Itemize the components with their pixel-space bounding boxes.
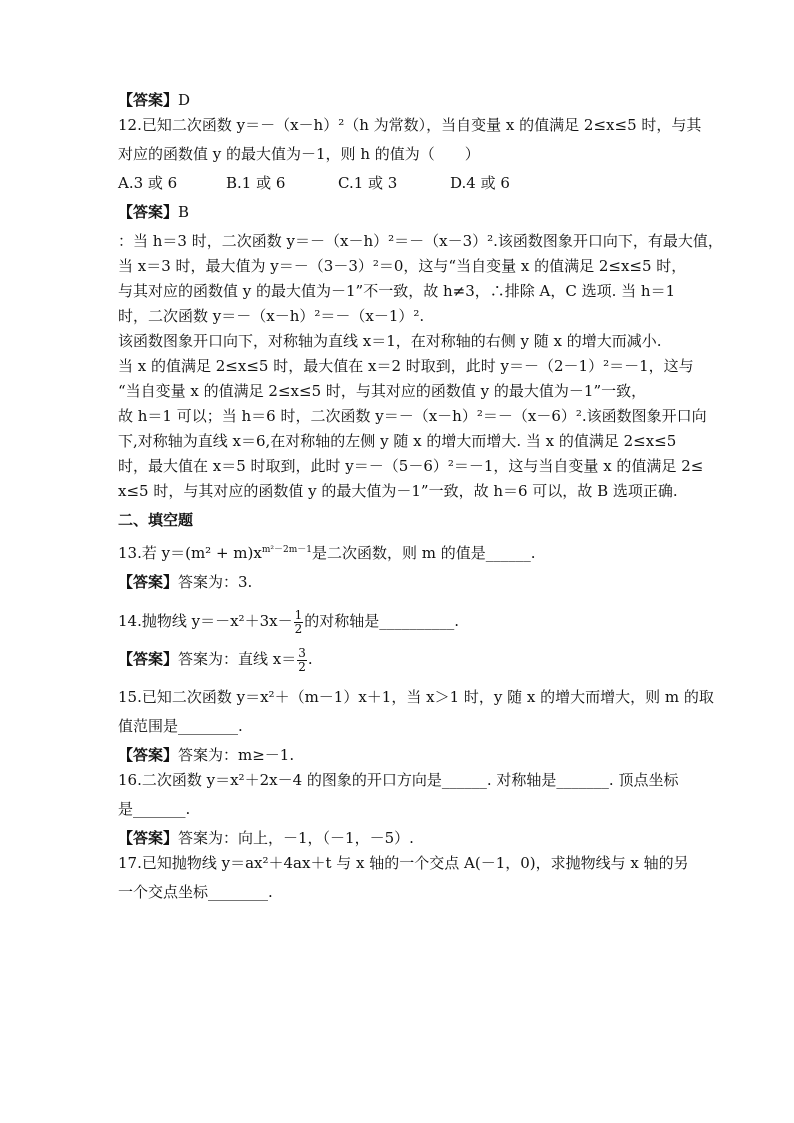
q17-stem-line-2: 一个交点坐标________. xyxy=(118,883,273,901)
q12-explanation-line: 当 x＝3 时，最大值为 y＝－（3－3）²＝0，这与“当自变量 x 的值满足 2≤x≤5 时， xyxy=(118,257,687,275)
q12-explanation-line: 与其对应的函数值 y 的最大值为－1”不一致，故 h≠3，∴排除 A，C 选项. 当 h＝1 xyxy=(118,282,676,300)
q12-explanation-line: 下,对称轴为直线 x＝6,在对称轴的左侧 y 随 x 的增大而增大. 当 x 的值满足 2≤x≤5 xyxy=(118,432,677,450)
q13-suffix: 是二次函数，则 m 的值是______. xyxy=(311,544,536,562)
q12-explanation-line: ：当 h＝3 时，二次函数 y＝－（x－h）²＝－（x－3）².该函数图象开口向下，有最大值， xyxy=(118,232,723,250)
q12-stem-line-2: 对应的函数值 y 的最大值为－1，则 h 的值为（ ） xyxy=(118,145,480,163)
q14-answer-fraction: $\frac{3}{2}$ xyxy=(298,645,306,674)
q13-prefix: 13.若 y＝(m² + m)x xyxy=(118,544,262,562)
q15-stem-line-1: 15.已知二次函数 y＝x²＋（m－1）x＋1，当 x＞1 时，y 随 x 的增大而增大，则 m 的取 xyxy=(118,688,714,706)
q16-stem-line-2: 是_______. xyxy=(118,800,191,818)
q12-answer xyxy=(118,200,708,225)
q11-answer xyxy=(118,88,708,113)
answer-text: 答案为：m≥－1. xyxy=(178,746,295,764)
q14-prefix: 14.抛物线 y＝－x²＋3x－ xyxy=(118,612,293,630)
answer-suffix: . xyxy=(307,650,313,668)
answer-text: B xyxy=(178,203,190,221)
document-page xyxy=(118,88,723,905)
q13-answer xyxy=(118,570,708,595)
answer-label: 【答案】 xyxy=(118,91,179,109)
answer-text: 答案为：向上，－1，（－1，－5）. xyxy=(178,829,414,847)
answer-label: 【答案】 xyxy=(118,650,179,668)
answer-label: 【答案】 xyxy=(118,829,179,847)
answer-label: 【答案】 xyxy=(118,746,179,764)
q14-answer xyxy=(118,642,708,676)
q13-exponent: m²－2m－1 xyxy=(261,545,312,555)
q12-explanation-line: 故 h＝1 可以；当 h＝6 时，二次函数 y＝－（x－h）²＝－（x－6）².该函数图象开口向 xyxy=(118,407,707,425)
answer-text: D xyxy=(178,91,191,109)
answer-label: 【答案】 xyxy=(118,203,179,221)
q12-explanation-line: “当自变量 x 的值满足 2≤x≤5 时，与其对应的函数值 y 的最大值为－1”一致， xyxy=(118,382,647,400)
option-a: A.3 或 6 xyxy=(118,174,178,192)
q12-explanation-line: 时，二次函数 y＝－（x－h）²＝－（x－1）². xyxy=(118,307,425,325)
option-d: D.4 或 6 xyxy=(450,174,510,192)
q12-explanation-line: 时，最大值在 x＝5 时取到，此时 y＝－（5－6）²＝－1，这与当自变量 x 的值满足 2≤ xyxy=(118,457,704,475)
section-title: 二、填空题 xyxy=(118,511,194,529)
q12-explanation-line: 该函数图象开口向下，对称轴为直线 x＝1，在对称轴的右侧 y 随 x 的增大而减小. xyxy=(118,332,662,350)
q15-stem-line-2: 值范围是________. xyxy=(118,717,243,735)
option-b: B.1 或 6 xyxy=(226,174,286,192)
answer-label: 【答案】 xyxy=(118,573,179,591)
q12-options xyxy=(118,171,708,196)
option-c: C.1 或 3 xyxy=(338,174,398,192)
q13-stem xyxy=(118,533,708,570)
answer-prefix: 答案为：直线 x＝ xyxy=(178,650,297,668)
q15-answer xyxy=(118,743,708,768)
q12-stem-line-1: 12.已知二次函数 y＝－（x－h）²（h 为常数），当自变量 x 的值满足 2≤x≤5 时，与其 xyxy=(118,116,702,134)
q14-stem xyxy=(118,604,708,638)
q12-explanation-line: 当 x 的值满足 2≤x≤5 时，最大值在 x＝2 时取到，此时 y＝－（2－1）²＝－1，这与 xyxy=(118,357,694,375)
answer-text: 答案为：3. xyxy=(178,573,253,591)
q16-stem-line-1: 16.二次函数 y＝x²＋2x－4 的图象的开口方向是______. 对称轴是_______. 顶点坐标 xyxy=(118,771,679,789)
q16-answer xyxy=(118,826,708,851)
q14-suffix: 的对称轴是__________. xyxy=(304,612,459,630)
q17-stem-line-1: 17.已知抛物线 y＝ax²＋4ax＋t 与 x 轴的一个交点 A(－1，0)，求抛物线与 x 轴的另 xyxy=(118,854,689,872)
q12-explanation-line: x≤5 时，与其对应的函数值 y 的最大值为－1”一致，故 h＝6 可以，故 B 选项正确. xyxy=(118,482,678,500)
q14-fraction: $\frac{1}{2}$ xyxy=(294,607,303,636)
